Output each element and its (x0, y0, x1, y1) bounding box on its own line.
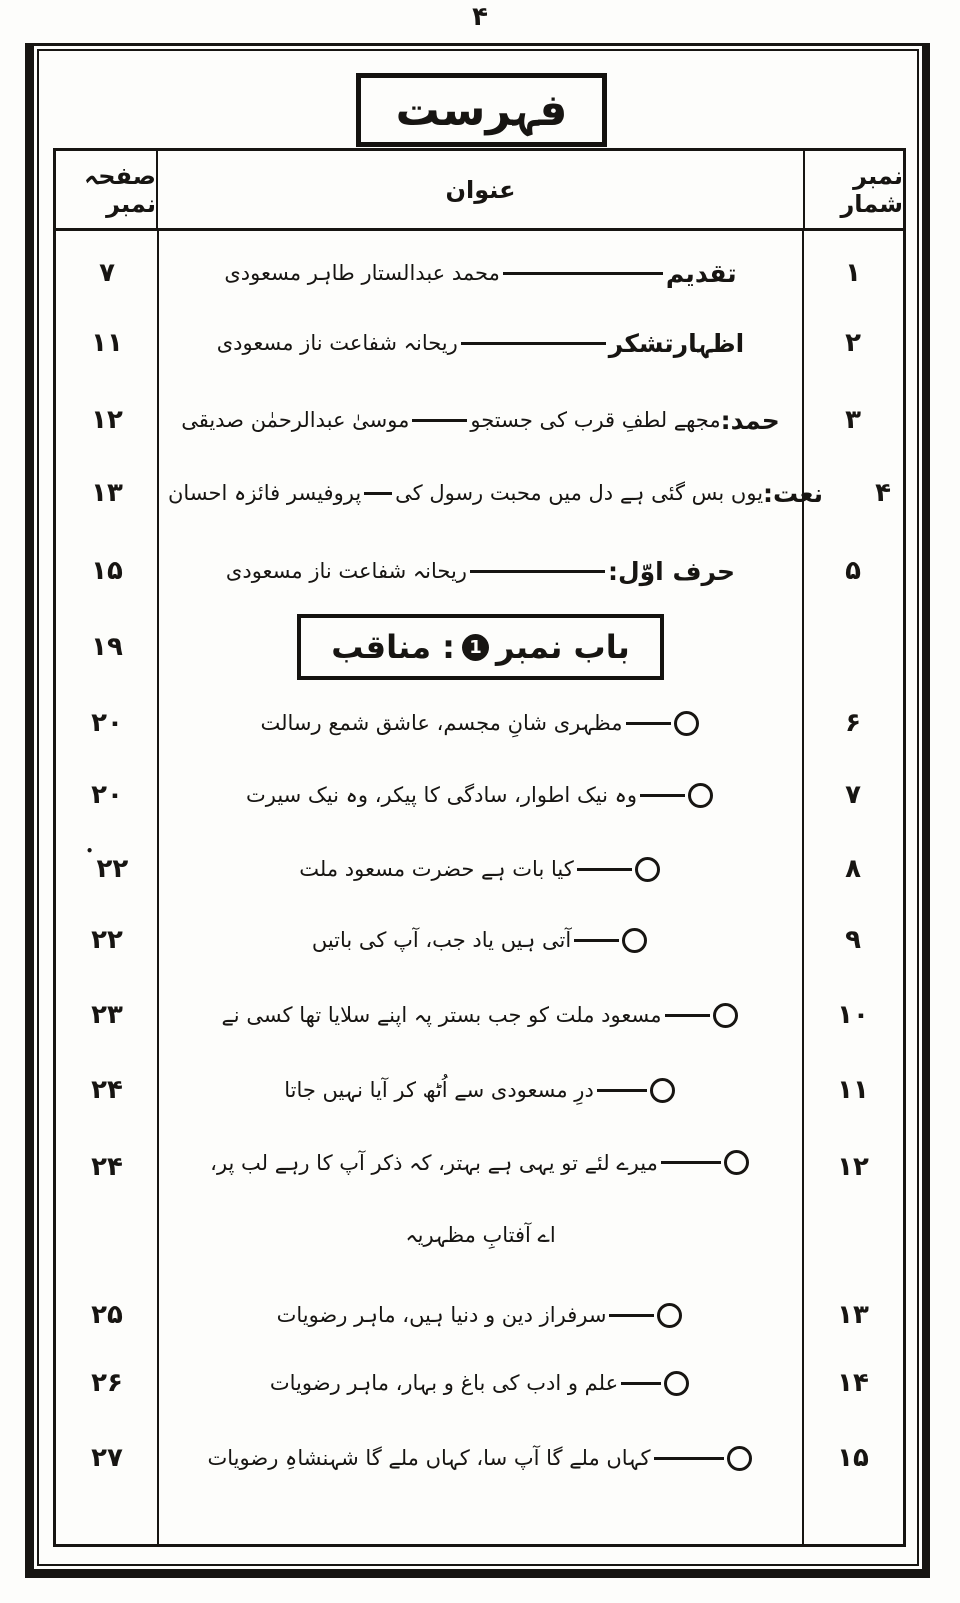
leader-line (597, 1089, 647, 1092)
page-number: ۱۳ (91, 478, 123, 508)
toc-row (56, 1282, 903, 1348)
serial-number-cell (803, 538, 903, 604)
toc-entry-line (217, 329, 745, 358)
toc-row (56, 538, 903, 604)
top-page-number: ۴ (472, 2, 488, 32)
leader-line (461, 342, 606, 345)
page-number: ۲۲ (91, 925, 123, 955)
chapter-name: : مناقب (331, 628, 455, 666)
toc-entry-line (261, 711, 701, 736)
leader-line (654, 1457, 724, 1460)
leader-line (621, 1382, 661, 1385)
serial-number-cell (803, 1057, 903, 1123)
page-number: ۲۰ (91, 708, 123, 738)
page-number: ۲۲ (96, 854, 129, 884)
leader-line (577, 868, 632, 871)
entry-text: سرفراز دین و دنیا ہیں، ماہر رضویات (276, 1303, 607, 1327)
toc-entry-line (224, 259, 736, 288)
entry-text: درِ مسعودی سے اُٹھ کر آیا نہیں جاتا (284, 1078, 594, 1102)
toc-row (56, 836, 903, 902)
entry-text: کیا بات ہے حضرت مسعود ملت (299, 857, 574, 881)
serial-number: ۶ (845, 708, 861, 738)
serial-number: ۱ (845, 258, 861, 288)
entry-text: وہ نیک اطوار، سادگی کا پیکر، وہ نیک سیرت (245, 783, 638, 807)
page-footnote-mark: • (85, 844, 94, 858)
page-number: ۱۲ (91, 405, 123, 435)
serial-number-cell (803, 762, 903, 828)
entry-text: ریحانہ شفاعت ناز مسعودی (216, 331, 458, 355)
toc-table (53, 148, 906, 1547)
page-number-cell (56, 907, 158, 973)
page-number: ۲۷ (91, 1443, 123, 1473)
serial-number-cell (803, 387, 903, 453)
page-number: ۷ (99, 258, 115, 288)
toc-entry (158, 1057, 803, 1123)
circle-bullet-icon (727, 1446, 752, 1471)
serial-number: ۱۵ (837, 1443, 869, 1473)
circle-bullet-icon (664, 1371, 689, 1396)
entry-text: مجھے لطفِ قرب کی جستجو (470, 408, 721, 432)
toc-entry-line (210, 1150, 751, 1175)
serial-number: ۹ (845, 925, 861, 955)
page-number-cell (56, 1282, 158, 1348)
serial-number: ۲ (845, 328, 861, 358)
toc-entry-line (284, 1078, 677, 1103)
circle-bullet-icon (635, 857, 660, 882)
toc-row (56, 1350, 903, 1416)
serial-number: ۱۱ (837, 1075, 869, 1105)
entry-heading: حرف اوّل: (607, 556, 736, 586)
toc-entry (158, 460, 833, 526)
toc-entry (158, 240, 803, 306)
leader-line (665, 1014, 710, 1017)
page-number-cell (56, 460, 158, 526)
page-number-cell (56, 762, 158, 828)
leader-line (503, 272, 663, 275)
toc-entry-line (312, 928, 649, 953)
serial-number: ۵ (845, 556, 861, 586)
circle-bullet-icon (650, 1078, 675, 1103)
toc-entry-line (270, 1371, 691, 1396)
entry-text: کہاں ملے گا آپ سا، کہاں ملے گا شہنشاہِ رضویات (207, 1446, 651, 1470)
leader-line (574, 939, 619, 942)
serial-number: ۱۳ (837, 1300, 869, 1330)
toc-entry (158, 310, 803, 376)
page-number: ۲۶ (91, 1368, 123, 1398)
toc-row (56, 1130, 903, 1280)
toc-entry (158, 538, 803, 604)
page-number-cell (56, 1130, 158, 1280)
serial-number: ۳ (845, 405, 861, 435)
page-number: ۱۱ (91, 328, 123, 358)
page-number: ۱۹ (91, 632, 123, 662)
page-number: ۲۴ (91, 1152, 123, 1182)
page-number: ۲۰ (91, 780, 123, 810)
toc-entry-line (277, 1303, 685, 1328)
toc-row (56, 1057, 903, 1123)
toc-row (56, 387, 903, 453)
page-number-cell (56, 240, 158, 306)
serial-number-cell (803, 1425, 903, 1491)
page-title: فہرست (395, 84, 568, 136)
entry-text: پروفیسر فائزہ احسان (168, 481, 362, 505)
circle-bullet-icon (724, 1150, 749, 1175)
entry-text: مظہری شانِ مجسم، عاشق شمع رسالت (260, 711, 623, 735)
chapter-number-badge: 1 (462, 634, 489, 661)
page-number-cell (56, 538, 158, 604)
toc-entry-line (168, 479, 823, 508)
entry-text: میرے لئے تو یہی ہے بہتر، کہ ذکر آپ کا رہے لب پر، (210, 1150, 658, 1175)
serial-number: ۸ (845, 854, 861, 884)
leader-line (661, 1161, 721, 1164)
toc-row (56, 982, 903, 1048)
serial-number-cell (803, 1130, 903, 1280)
title-box (356, 73, 607, 147)
toc-entry-line (226, 557, 735, 586)
page-number-cell (56, 608, 158, 686)
entry-text: یوں بس گئی ہے دل میں محبت رسول کی (395, 481, 764, 505)
circle-bullet-icon (622, 928, 647, 953)
serial-number: ۱۰ (837, 1000, 869, 1030)
toc-entry (158, 982, 803, 1048)
header-title-column: عنوان (445, 175, 516, 204)
chapter-heading-row (56, 608, 903, 686)
toc-entry-line (208, 1446, 754, 1471)
serial-number-cell (803, 608, 903, 686)
leader-line (640, 794, 685, 797)
serial-number: ۱۲ (837, 1152, 869, 1182)
serial-number-cell (803, 1350, 903, 1416)
toc-row (56, 460, 903, 526)
leader-line (609, 1314, 654, 1317)
toc-entry (158, 608, 803, 686)
entry-heading: نعت: (763, 478, 824, 508)
toc-row (56, 1425, 903, 1491)
page-number: ۲۴ (91, 1075, 123, 1105)
toc-entry (158, 1282, 803, 1348)
toc-entry (158, 762, 803, 828)
serial-number: ۱۴ (837, 1368, 869, 1398)
toc-entry-line (299, 857, 661, 882)
page-number: ۲۵ (91, 1300, 123, 1330)
toc-row (56, 907, 903, 973)
page-number-cell (56, 387, 158, 453)
circle-bullet-icon (713, 1003, 738, 1028)
entry-heading: اظہارتشکر (608, 328, 745, 358)
entry-text: مسعود ملت کو جب بستر پہ اپنے سلایا تھا کسی نے (221, 1003, 662, 1027)
entry-heading: حمد: (720, 405, 780, 435)
page-number-cell (56, 690, 158, 756)
serial-number-cell (803, 310, 903, 376)
toc-entry-line (222, 1003, 740, 1028)
toc-row (56, 310, 903, 376)
entry-text: آتی ہیں یاد جب، آپ کی باتیں (311, 928, 572, 952)
table-body (56, 231, 903, 1544)
serial-number: ۷ (845, 780, 861, 810)
page-number: ۱۵ (91, 556, 123, 586)
leader-line (626, 722, 671, 725)
entry-heading: تقدیم (665, 258, 737, 288)
circle-bullet-icon (674, 711, 699, 736)
entry-text: علم و ادب کی باغ و بہار، ماہر رضویات (269, 1371, 619, 1395)
toc-row (56, 240, 903, 306)
page-number-cell (56, 1057, 158, 1123)
serial-number-cell (803, 907, 903, 973)
leader-line (364, 492, 392, 495)
entry-text: محمد عبدالستار طاہر مسعودی (224, 261, 500, 285)
toc-entry (158, 1350, 803, 1416)
chapter-label: باب نمبر (495, 628, 630, 666)
toc-entry (158, 387, 803, 453)
entry-text: ریحانہ شفاعت ناز مسعودی (225, 559, 467, 583)
serial-number-cell (803, 240, 903, 306)
serial-number-cell (803, 982, 903, 1048)
toc-entry (158, 907, 803, 973)
header-serial-column: نمبر شمار (803, 151, 903, 228)
circle-bullet-icon (657, 1303, 682, 1328)
toc-row (56, 690, 903, 756)
chapter-box (297, 614, 663, 680)
serial-number-cell (803, 1282, 903, 1348)
serial-number-cell (803, 836, 903, 902)
serial-number: ۴ (875, 478, 891, 508)
header-page-column: صفحہ نمبر (56, 151, 158, 228)
toc-row (56, 762, 903, 828)
leader-line (470, 570, 605, 573)
entry-text: موسیٰ عبدالرحمٰن صدیقی (181, 408, 410, 432)
page-number-cell (56, 836, 158, 902)
toc-entry-line2: اے آفتابِ مظہریہ (405, 1223, 556, 1247)
page-number-cell (56, 1425, 158, 1491)
leader-line (412, 419, 467, 422)
toc-entry (158, 690, 803, 756)
toc-entry (158, 836, 803, 902)
page-number-cell (56, 310, 158, 376)
toc-entry (158, 1425, 803, 1491)
page-number-cell (56, 1350, 158, 1416)
toc-entry-line (246, 783, 715, 808)
circle-bullet-icon (688, 783, 713, 808)
page-number: ۲۳ (91, 1000, 123, 1030)
toc-entry-line (181, 406, 780, 435)
serial-number-cell (833, 460, 933, 526)
table-header-row (56, 151, 903, 231)
toc-entry (158, 1130, 803, 1280)
serial-number-cell (803, 690, 903, 756)
page-number-cell (56, 982, 158, 1048)
